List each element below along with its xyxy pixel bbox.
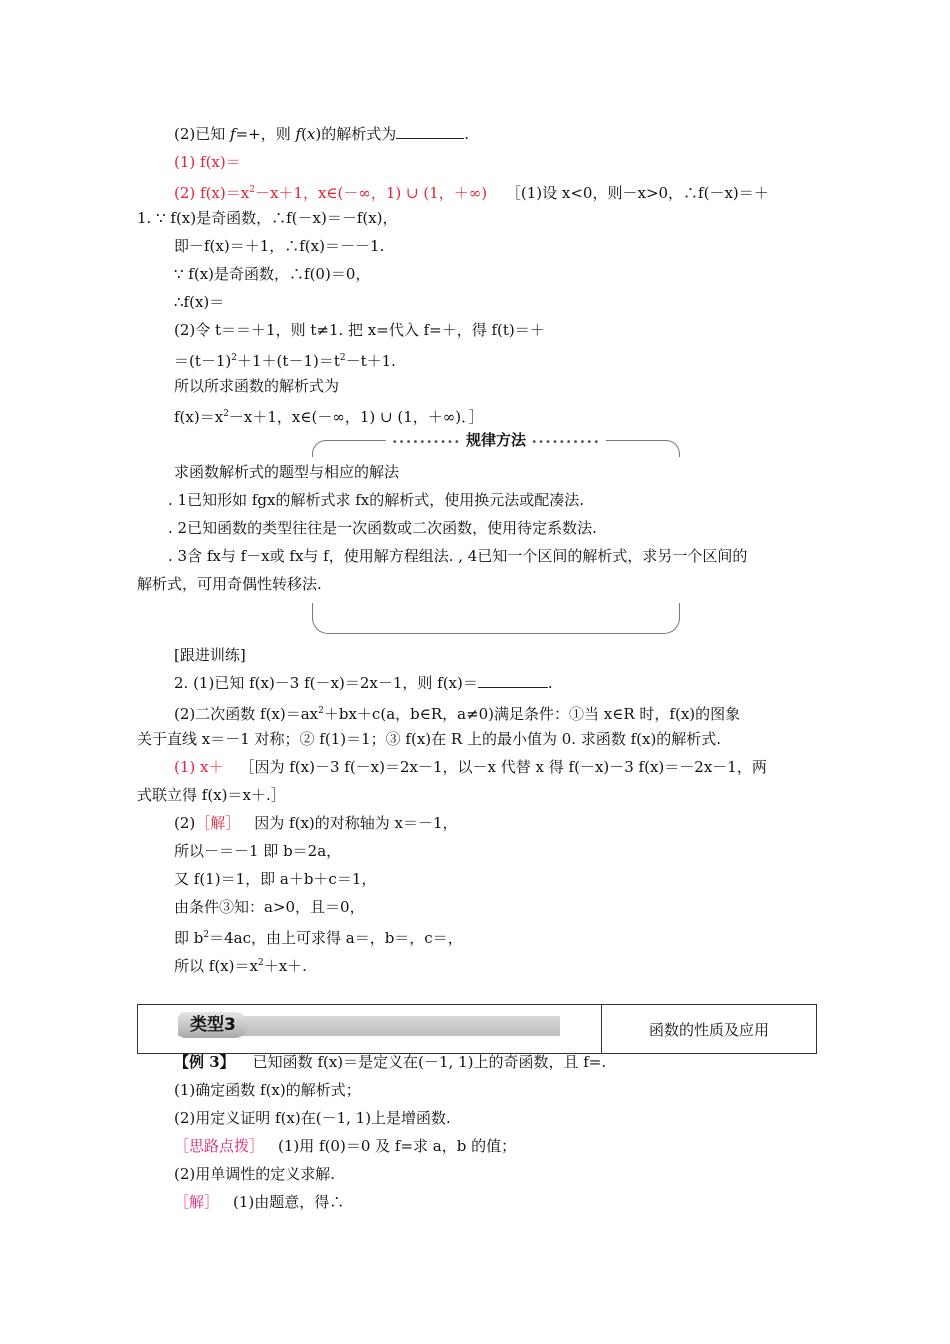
answer-2-line: (2) $f(x)=x^2-x+1$，x∈(－∞，1) ∪ (1，＋∞) ［(1)设 x<0，则－x>0，∴f(－x)＝＋ [174,184,769,202]
solution-line: ∵ f(x)是奇函数，∴f(0)＝0， [174,265,371,283]
example-3-statement: 【例 3】 已知函数 f(x)＝是定义在(－1, 1)上的奇函数，且 f=. [174,1053,607,1071]
type-header [137,1004,817,1054]
method-heading: 求函数解析式的题型与相应的解法 [174,463,400,481]
answer-blank [396,124,464,139]
training-answer-1-cont: 式联立得 f(x)＝x＋.］ [137,786,286,804]
example-part: (1)确定函数 f(x)的解析式； [174,1081,361,1099]
solution-line: $f(x)=x^2-x+1$，x∈(－∞，1) ∪ (1，＋∞)．］ [174,408,484,426]
training-header: [跟进训练] [174,646,246,664]
solution-line: ∴f(x)＝ [174,293,225,311]
solution-start: ［解］ (1)由题意，得∴ [174,1193,345,1211]
example-part: (2)用定义证明 f(x)在(－1, 1)上是增函数. [174,1109,451,1127]
type-title: 函数的性质及应用 [648,1020,769,1039]
solution-line: 又 f(1)＝1，即 a＋b＋c＝1， [174,870,377,888]
solution-line: 所以所求函数的解析式为 [174,377,340,395]
method-title: •••••••••• 规律方法 •••••••••• [386,430,606,453]
problem-2-statement: (2)已知 f=+，则 f(x)的解析式为 . [174,125,470,143]
training-q1: 2. (1)已知 f(x)－3 f(－x)＝2x－1，则 f(x)＝ . [174,674,553,692]
method-item: 解析式，可用奇偶性转移法. [137,575,322,593]
training-q2-cont: 关于直线 x＝－1 对称；② f(1)＝1；③ f(x)在 R 上的最小值为 0. 求函数 f(x)的解析式. [137,730,722,748]
solution-line: 即－f(x)＝＋1，∴f(x)＝－－1. [174,237,385,255]
solution-line: 由条件③知：a>0，且＝0， [174,898,365,916]
idea-hint: ［思路点拨］ (1)用 f(0)＝0 及 f=求 a，b 的值； [174,1137,517,1155]
training-answer-2: (2)［解］ 因为 f(x)的对称轴为 x＝－1， [174,814,458,832]
idea-hint-cont: (2)用单调性的定义求解. [174,1165,336,1183]
type-tag: 类型3 [178,1012,248,1038]
training-q2: (2)二次函数 $f(x)=ax^2+bx+c(a$，b∈R，a≠0)满足条件：①当 x∈R 时，f(x)的图象 [174,705,741,723]
solution-line: 1. ∵ f(x)是奇函数，∴f(－x)＝－f(x)， [137,209,398,227]
answer-blank [478,673,548,688]
training-answer-1: (1) x＋ ［因为 f(x)－3 f(－x)＝2x－1，以－x 代替 x 得 f(－x)－3 f(x)＝－2x－1，两 [174,758,767,776]
method-item: . 1已知形如 fgx的解析式求 fx的解析式，使用换元法或配凑法. [168,491,585,509]
solution-line: (2)令 t＝＝＋1，则 t≠1. 把 x=代入 f=＋，得 f(t)＝＋ [174,321,545,339]
method-item: . 2已知函数的类型往往是一次函数或二次函数，使用待定系数法. [168,519,597,537]
method-item: . 3含 fx与 f－x或 fx与 f，使用解方程组法. , 4已知一个区间的解析式，求另一个区间的 [168,547,748,565]
solution-line: $=(t-1)^2+1+(t-1)=t^2-t+1$. [174,352,396,370]
solution-line: 即 $b^2=4ac$，由上可求得 a＝，b＝，c＝， [174,929,463,947]
solution-line: 所以 $f(x)=x^2+x+$. [174,957,307,975]
answer-1: (1) f(x)＝ [174,153,241,171]
solution-line: 所以－＝－1 即 b＝2a， [174,842,342,860]
